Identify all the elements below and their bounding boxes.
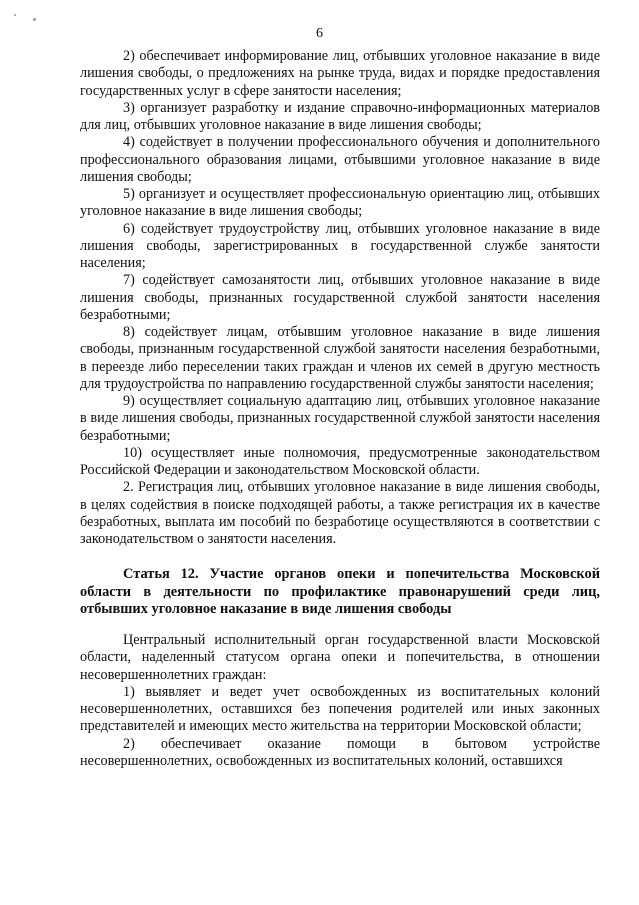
article-paragraph: Центральный исполнительный орган государственной власти Московской области, наделенный статусом органа опеки и попечительства, в отношении несовершеннолетних граждан: [80, 632, 600, 683]
article-heading: Статья 12. Участие органов опеки и попечительства Московской области в деятельности по профилактике правонарушений среди лиц, отбывших уголовное наказание в виде лишения свободы [80, 566, 600, 617]
paragraph: 3) организует разработку и издание справочно-информационных материалов для лиц, отбывших уголовное наказание в виде лишения свободы; [80, 99, 600, 133]
scan-speck [33, 18, 36, 21]
document-body [80, 48, 600, 770]
paragraph: 10) осуществляет иные полномочия, предусмотренные законодательством Российской Федерации и законодательством Московской области. [80, 444, 600, 478]
paragraph: 9) осуществляет социальную адаптацию лиц, отбывших уголовное наказание в виде лишения свободы, признанных государственной службой занятости населения безработными; [80, 393, 600, 444]
scan-speck [14, 14, 16, 16]
paragraph: 7) содействует самозанятости лиц, отбывших уголовное наказание в виде лишения свободы, признанных государственной службой занятости населения безработными; [80, 272, 600, 323]
paragraph: 6) содействует трудоустройству лиц, отбывших уголовное наказание в виде лишения свободы, зарегистрированных в государственной службе занятости населения; [80, 220, 600, 271]
paragraph: 4) содействует в получении профессионального обучения и дополнительного профессионального образования лицами, отбывшими уголовное наказание в виде лишения свободы; [80, 134, 600, 185]
article-paragraph: 2) обеспечивает оказание помощи в бытовом устройстве несовершеннолетних, освобожденных из воспитательных колоний, оставшихся [80, 735, 600, 769]
paragraph: 8) содействует лицам, отбывшим уголовное наказание в виде лишения свободы, признанным государственной службой занятости населения безработными, в переезде либо переселении таких граждан и членов их семей в другую местность для трудоустройства по направлению государственной службы занятости населения; [80, 324, 600, 392]
page-number: 6 [316, 26, 323, 41]
paragraph: 2. Регистрация лиц, отбывших уголовное наказание в виде лишения свободы, в целях содействия в поиске подходящей работы, а также регистрация их в качестве безработных, выплата им пособий по безработице осуществляются в соответствии с законодательством о занятости населения. [80, 479, 600, 547]
paragraph: 5) организует и осуществляет профессиональную ориентацию лиц, отбывших уголовное наказание в виде лишения свободы; [80, 186, 600, 220]
paragraph: 2) обеспечивает информирование лиц, отбывших уголовное наказание в виде лишения свободы, о предложениях на рынке труда, видах и порядке предоставления государственных услуг в сфере занятости населения; [80, 48, 600, 99]
article-paragraph: 1) выявляет и ведет учет освобожденных из воспитательных колоний несовершеннолетних, оставшихся без попечения родителей или иных законных представителей и имеющих место жительства на территории Московской области; [80, 683, 600, 735]
